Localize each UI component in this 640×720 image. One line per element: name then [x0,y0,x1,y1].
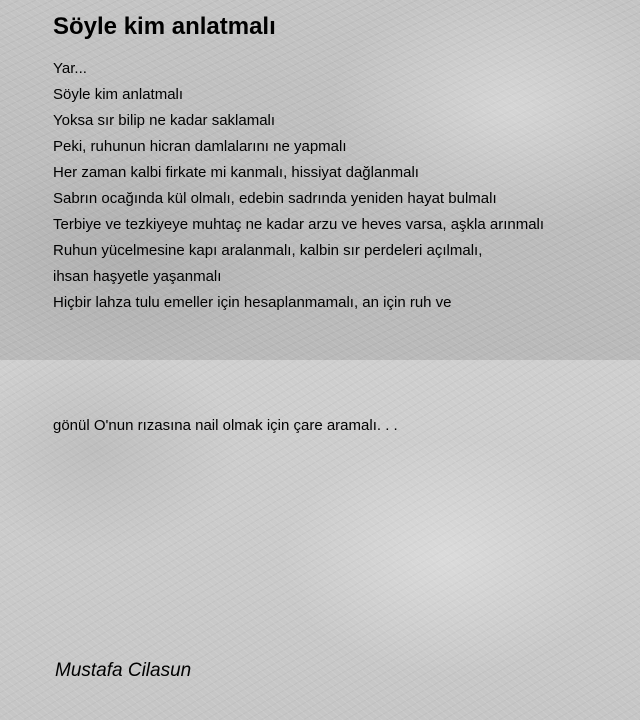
poem-line: Ruhun yücelmesine kapı aralanmalı, kalbin sır perdeleri açılmalı, [53,242,483,259]
poem-line: Yoksa sır bilip ne kadar saklamalı [53,112,276,129]
poem-panel-bottom [0,360,640,720]
poem-line: Peki, ruhunun hicran damlalarını ne yapmalı [53,138,347,155]
poem-line: Her zaman kalbi firkate mi kanmalı, hissiyat dağlanmalı [53,164,419,181]
poem-lines [53,56,544,316]
poem-continuation-line: gönül O'nun rızasına nail olmak için çare aramalı. . . [53,417,398,434]
poem-line: Hiçbir lahza tulu emeller için hesaplanmamalı, an için ruh ve [53,294,452,311]
poem-line: ihsan haşyetle yaşanmalı [53,268,222,285]
poem-author: Mustafa Cilasun [55,660,192,681]
poem-line: Söyle kim anlatmalı [53,86,184,103]
poem-line: Terbiye ve tezkiyeye muhtaç ne kadar arzu ve heves varsa, aşkla arınmalı [53,216,545,233]
poem-line: Sabrın ocağında kül olmalı, edebin sadrında yeniden hayat bulmalı [53,190,497,207]
poem-title: Söyle kim anlatmalı [53,13,276,40]
poem-line: Yar... [53,60,87,77]
